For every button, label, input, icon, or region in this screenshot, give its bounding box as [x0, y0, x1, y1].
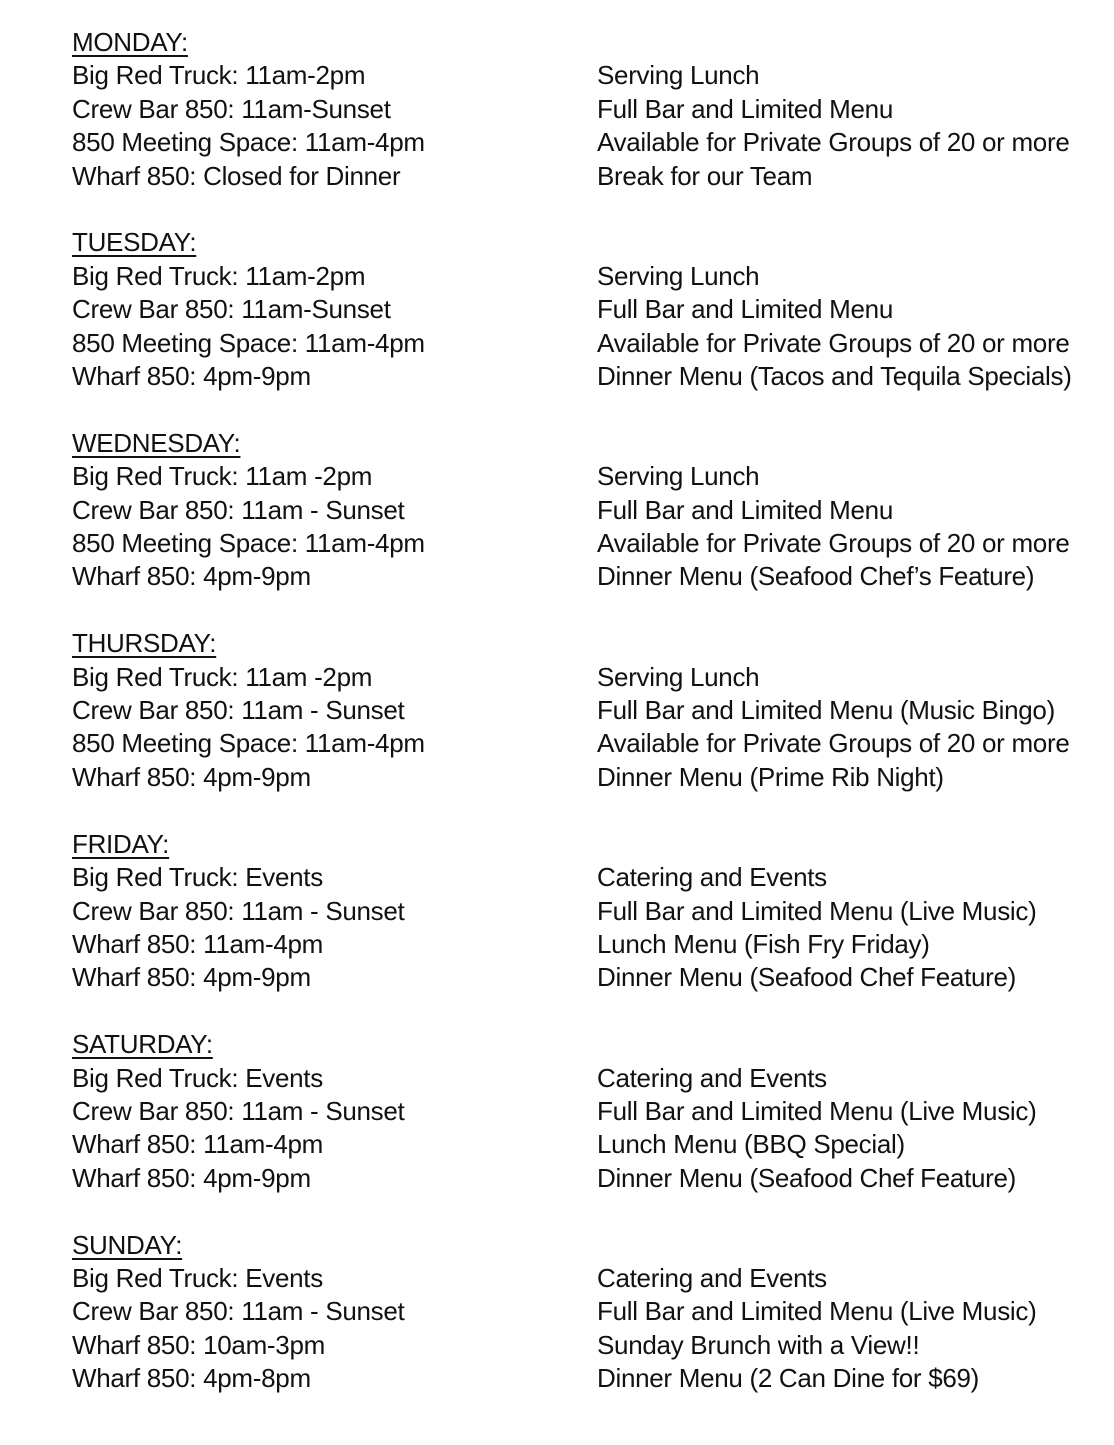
- service-description: Full Bar and Limited Menu: [597, 93, 893, 124]
- day-section-thursday: [72, 627, 1084, 794]
- service-description: Dinner Menu (Seafood Chef Feature): [597, 1162, 1017, 1193]
- venue-hours: Crew Bar 850: 11am - Sunset: [72, 1095, 405, 1126]
- service-description: Serving Lunch: [597, 260, 760, 291]
- service-description: Available for Private Groups of 20 or more: [597, 327, 1070, 358]
- schedule-row: [72, 327, 1084, 360]
- venue-hours: Big Red Truck: 11am -2pm: [72, 461, 373, 492]
- venue-hours: Wharf 850: 4pm-9pm: [72, 561, 311, 592]
- service-description: Break for our Team: [597, 160, 813, 191]
- day-section-saturday: [72, 1028, 1084, 1195]
- service-description: Catering and Events: [597, 1262, 827, 1293]
- schedule-row: [72, 93, 1084, 126]
- service-description: Full Bar and Limited Menu (Live Music): [597, 1296, 1037, 1327]
- venue-hours: Wharf 850: 4pm-8pm: [72, 1363, 311, 1394]
- service-description: Full Bar and Limited Menu (Live Music): [597, 895, 1037, 926]
- day-heading-saturday: SATURDAY:: [72, 1029, 213, 1060]
- schedule-row: [72, 861, 1084, 894]
- schedule-row: [72, 961, 1084, 994]
- venue-hours: Big Red Truck: Events: [72, 1262, 323, 1293]
- service-description: Dinner Menu (Seafood Chef Feature): [597, 962, 1017, 993]
- day-section-sunday: [72, 1229, 1084, 1396]
- schedule-row: [72, 527, 1084, 560]
- service-description: Lunch Menu (BBQ Special): [597, 1129, 905, 1160]
- schedule-row: [72, 727, 1084, 760]
- schedule-row: [72, 59, 1084, 92]
- schedule-row: [72, 694, 1084, 727]
- service-description: Serving Lunch: [597, 661, 760, 692]
- venue-hours: Big Red Truck: 11am-2pm: [72, 60, 366, 91]
- service-description: Catering and Events: [597, 1062, 827, 1093]
- service-description: Dinner Menu (Tacos and Tequila Specials): [597, 361, 1072, 392]
- service-description: Available for Private Groups of 20 or more: [597, 127, 1070, 158]
- schedule-row: [72, 260, 1084, 293]
- schedule-row: [72, 895, 1084, 928]
- venue-hours: Crew Bar 850: 11am - Sunset: [72, 895, 405, 926]
- service-description: Catering and Events: [597, 862, 827, 893]
- venue-hours: Wharf 850: 11am-4pm: [72, 928, 324, 959]
- venue-hours: Wharf 850: 4pm-9pm: [72, 962, 311, 993]
- day-heading-friday: FRIDAY:: [72, 828, 170, 859]
- venue-hours: Big Red Truck: 11am -2pm: [72, 661, 373, 692]
- schedule-row: [72, 160, 1084, 193]
- venue-hours: Crew Bar 850: 11am - Sunset: [72, 494, 405, 525]
- schedule-row: [72, 1262, 1084, 1295]
- service-description: Dinner Menu (Prime Rib Night): [597, 761, 944, 792]
- service-description: Sunday Brunch with a View!!: [597, 1329, 920, 1360]
- schedule-row: [72, 761, 1084, 794]
- service-description: Full Bar and Limited Menu (Music Bingo): [597, 695, 1055, 726]
- day-section-monday: [72, 26, 1084, 193]
- day-heading-sunday: SUNDAY:: [72, 1229, 183, 1260]
- venue-hours: Crew Bar 850: 11am-Sunset: [72, 294, 391, 325]
- schedule-row: [72, 360, 1084, 393]
- venue-hours: Wharf 850: 10am-3pm: [72, 1329, 325, 1360]
- schedule-row: [72, 126, 1084, 159]
- schedule-row: [72, 1329, 1084, 1362]
- venue-hours: Wharf 850: 4pm-9pm: [72, 761, 311, 792]
- day-section-wednesday: [72, 427, 1084, 594]
- service-description: Dinner Menu (Seafood Chef’s Feature): [597, 561, 1035, 592]
- schedule-row: [72, 293, 1084, 326]
- service-description: Full Bar and Limited Menu: [597, 494, 893, 525]
- service-description: Serving Lunch: [597, 60, 760, 91]
- day-heading-tuesday: TUESDAY:: [72, 227, 197, 258]
- schedule-row: [72, 460, 1084, 493]
- venue-hours: Wharf 850: 4pm-9pm: [72, 361, 311, 392]
- venue-hours: 850 Meeting Space: 11am-4pm: [72, 728, 425, 759]
- day-section-tuesday: [72, 226, 1084, 393]
- venue-hours: Crew Bar 850: 11am-Sunset: [72, 93, 391, 124]
- service-description: Full Bar and Limited Menu: [597, 294, 893, 325]
- day-heading-wednesday: WEDNESDAY:: [72, 427, 241, 458]
- service-description: Available for Private Groups of 20 or more: [597, 528, 1070, 559]
- venue-hours: Big Red Truck: 11am-2pm: [72, 260, 366, 291]
- venue-hours: Crew Bar 850: 11am - Sunset: [72, 695, 405, 726]
- venue-hours: 850 Meeting Space: 11am-4pm: [72, 528, 425, 559]
- venue-hours: Big Red Truck: Events: [72, 862, 323, 893]
- schedule-row: [72, 494, 1084, 527]
- day-heading-thursday: THURSDAY:: [72, 628, 217, 659]
- schedule-row: [72, 1095, 1084, 1128]
- schedule-row: [72, 1362, 1084, 1395]
- day-section-friday: [72, 828, 1084, 995]
- service-description: Full Bar and Limited Menu (Live Music): [597, 1095, 1037, 1126]
- service-description: Available for Private Groups of 20 or more: [597, 728, 1070, 759]
- day-heading-monday: MONDAY:: [72, 27, 188, 57]
- venue-hours: Wharf 850: 11am-4pm: [72, 1129, 324, 1160]
- schedule-row: [72, 560, 1084, 593]
- schedule-row: [72, 1295, 1084, 1328]
- venue-hours: 850 Meeting Space: 11am-4pm: [72, 327, 425, 358]
- venue-hours: Big Red Truck: Events: [72, 1062, 323, 1093]
- schedule-row: [72, 1128, 1084, 1161]
- venue-hours: Crew Bar 850: 11am - Sunset: [72, 1296, 405, 1327]
- service-description: Dinner Menu (2 Can Dine for $69): [597, 1363, 980, 1394]
- schedule-row: [72, 1062, 1084, 1095]
- service-description: Lunch Menu (Fish Fry Friday): [597, 928, 930, 959]
- schedule-row: [72, 1162, 1084, 1195]
- venue-hours: Wharf 850: 4pm-9pm: [72, 1162, 311, 1193]
- venue-hours: Wharf 850: Closed for Dinner: [72, 160, 401, 191]
- schedule-row: [72, 928, 1084, 961]
- venue-hours: 850 Meeting Space: 11am-4pm: [72, 127, 425, 158]
- schedule-row: [72, 661, 1084, 694]
- service-description: Serving Lunch: [597, 461, 760, 492]
